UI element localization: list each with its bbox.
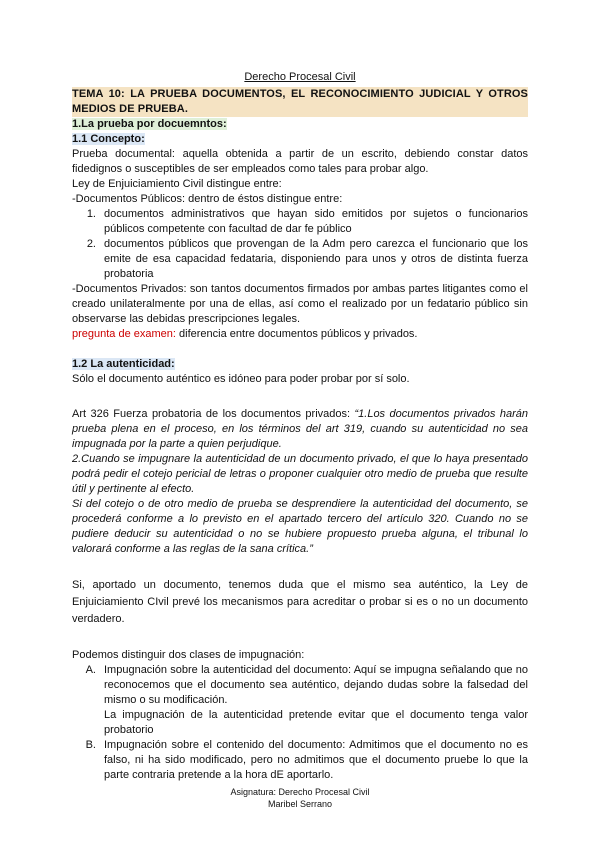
publicos-list [72,207,528,282]
privados-paragraph: -Documentos Privados: son tantos documentos firmados por ambas partes litigantes como el creado unilateralmente por una de ellas, así como el realizado por un fedatario público sin observarse las debidas prescripciones legales. [72,283,528,325]
publicos-paragraph: -Documentos Públicos: dentro de éstos distingue entre: [72,193,343,205]
concepto-paragraph: Prueba documental: aquella obtenida a partir de un escrito, debiendo constar datos fidedignos o susceptibles de ser empleados como tales para probar algo. [72,148,528,175]
document-page [72,70,528,783]
list-item: 1. documentos administrativos que hayan sido emitidos por sujetos o funcionarios públicos competente con facultad de dar fe público [86,208,528,235]
document-header: Derecho Procesal Civil [244,71,356,83]
page-footer [0,786,600,810]
autentico-paragraph: Sólo el documento auténtico es idóneo para poder probar por sí solo. [72,373,410,385]
topic-title: TEMA 10: LA PRUEBA DOCUMENTOS, EL RECONOCIMIENTO JUDICIAL Y OTROS MEDIOS DE PRUEBA. [72,88,528,115]
clases-paragraph: Podemos distinguir dos clases de impugnación: [72,649,305,661]
ley-paragraph: Ley de Enjuiciamiento Civil distingue entre: [72,178,282,190]
exam-label: pregunta de examen: [72,328,176,340]
list-item: B. Impugnación sobre el contenido del documento: Admitimos que el documento no es falso, ni ha sido modificado, pero no admitimos que el documento pruebe lo que la parte contraria pretende a la hora dE aportarlo. [85,739,528,781]
impugnacion-list [72,663,528,783]
article-quote-3: Si del cotejo o de otro medio de prueba se desprendiere la autenticidad del documento, se procederá conforme a lo previsto en el apartado tercero del artículo 320. Cuando no se pudiere deducir su autenticidad o no se hubiere propuesto prueba alguna, el tribunal lo valorará conforme a las reglas de la sana crítica.” [72,498,528,555]
article-quote [72,407,528,452]
section-1-1-title: 1.1 Concepto: [72,133,145,145]
duda-paragraph: Si, aportado un documento, tenemos duda que el mismo sea auténtico, la Ley de Enjuiciamiento CIvil prevé los mecanismos para acreditar o probar si es o no un documento verdadero. [72,579,528,625]
exam-text: diferencia entre documentos públicos y privados. [175,328,418,340]
article-quote-1: “1.Los documentos privados harán prueba plena en el proceso, en los términos del art 319, cuando su autenticidad no sea impugnada por la parte a quien perjudique. [72,408,528,450]
footer-subject: Asignatura: Derecho Procesal Civil [230,787,370,797]
list-item: 2. documentos públicos que provengan de la Adm pero carezca el funcionario que los emite de esa capacidad fedataria, disponiendo para unos y otros de distinta fuerza probatoria [86,238,528,280]
section-1-title: 1.La prueba por docuemntos: [72,118,227,130]
article-quote-2: 2.Cuando se impugnare la autenticidad de un documento privado, el que lo haya presentado podrá pedir el cotejo pericial de letras o proponer cualquier otro medio de prueba que resulte útil y pertinente al efecto. [72,453,528,495]
exam-note [72,327,528,342]
list-item: A. Impugnación sobre la autenticidad del documento: Aquí se impugna señalando que no reconocemos que el documento sea auténtico, dejando dudas sobre la falsedad del mismo o su modificación. La impugnación de la autenticidad pretende evitar que el documento tenga valor probatorio [85,664,528,736]
footer-author: Maribel Serrano [267,799,333,809]
section-1-2-title: 1.2 La autenticidad: [72,358,175,370]
article-intro: Art 326 Fuerza probatoria de los documentos privados: [72,408,355,420]
